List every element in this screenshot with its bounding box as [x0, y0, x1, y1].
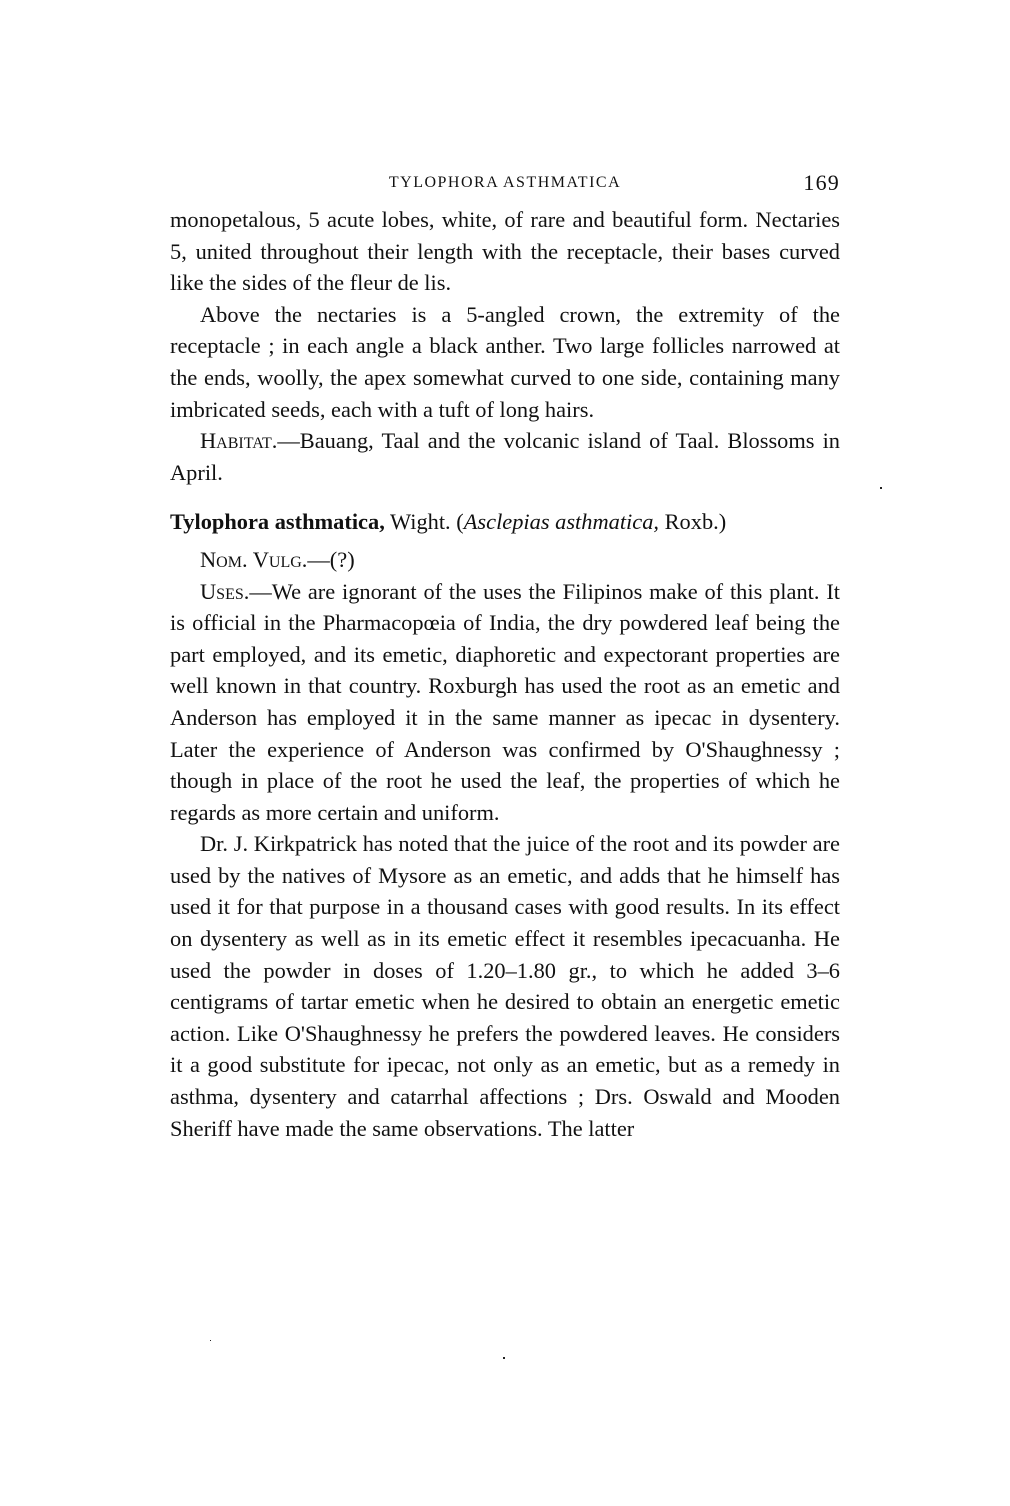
- species-name: Tylophora asthmatica,: [170, 509, 385, 535]
- species-authority: Wight.: [384, 509, 451, 535]
- habitat-label: Habitat.: [200, 428, 278, 454]
- scan-speck: [210, 1340, 211, 1341]
- book-page: [170, 170, 840, 1144]
- synonym-name: Asclepias asthmatica,: [463, 509, 660, 535]
- scan-speck: [503, 1357, 505, 1359]
- running-head: [170, 170, 840, 200]
- running-title: TYLOPHORA ASTHMATICA: [388, 174, 622, 191]
- species-heading: [170, 506, 840, 538]
- synonym-open: (: [450, 509, 464, 535]
- habitat-text: —Bauang, Taal and the volcanic island of Taal. Blossoms in April.: [170, 428, 840, 485]
- paragraph-habitat: [170, 425, 840, 488]
- paragraph-crown-description: Above the nectaries is a 5-angled crown, the extremity of the receptacle ; in each angle a black anther. Two large follicles narrowed at the ends, woolly, the apex somewhat curved to one side, containing many imbricated seeds, each with a tuft of long hairs.: [170, 301, 840, 422]
- paragraph-kirkpatrick: Dr. J. Kirkpatrick has noted that the juice of the root and its powder are used by the natives of Mysore as an emetic, and adds that he himself has used it for that purpose in a thousand cases with good results. In its effect on dysentery as well as in its emetic effect it resembles ipecacuanha. He used the powder in doses of 1.20–1.80 gr., to which he added 3–6 centigrams of tartar emetic when he desired to obtain an energetic emetic action. Like O'Shaughnessy he prefers the powdered leaves. He considers it a good substitute for ipecac, not only as an emetic, but as a remedy in asthma, dysentery and catarrhal affections ; Drs. Oswald and Mooden Sheriff have made the same observations. The latter: [170, 831, 840, 1141]
- nom-vulg-text: —(?): [307, 546, 355, 572]
- scan-speck: [880, 487, 882, 489]
- uses-text: —We are ignorant of the uses the Filipinos make of this plant. It is official in the Pharmacopœia of India, the dry powdered leaf being the part employed, and its emetic, diaphoretic and expectorant properties are well known in that country. Roxburgh has used the root as an emetic and Anderson has employed it in the same manner as ipecac in dysentery. Later the experience of Anderson was confirmed by O'Shaughnessy ; though in place of the root he used the leaf, the properties of which he regards as more certain and uniform.: [170, 578, 840, 825]
- paragraph-uses: [170, 576, 840, 829]
- paragraph-flower-description: monopetalous, 5 acute lobes, white, of rare and beautiful form. Nectaries 5, united throughout their length with the receptacle, their bases curved like the sides of the fleur de lis.: [170, 207, 840, 296]
- uses-label: Uses.: [200, 578, 250, 604]
- page-number: 169: [803, 170, 840, 195]
- paragraph-nom-vulg: [170, 544, 840, 576]
- synonym-authority: Roxb.): [659, 509, 727, 535]
- nom-vulg-label: Nom. Vulg.: [200, 546, 308, 572]
